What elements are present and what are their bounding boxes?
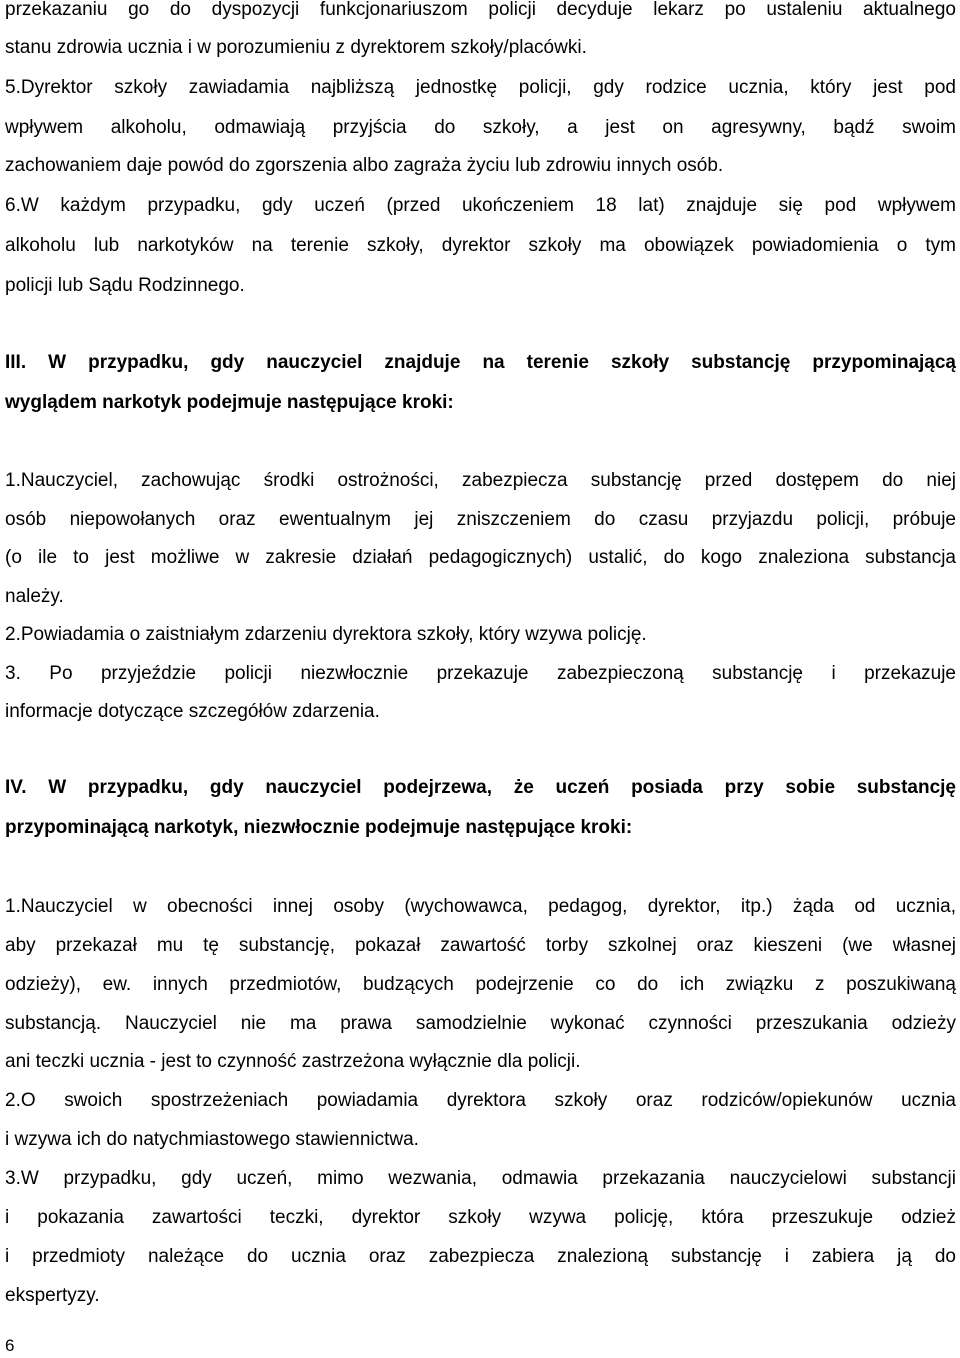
text-line: zachowaniem daje powód do zgorszenia albo zagraża życiu lub zdrowiu innych osób. <box>5 155 724 176</box>
text-line: 5.Dyrektor szkoły zawiadamia najbliższą jednostkę policji, gdy rodzice ucznia, który jest pod <box>5 77 956 98</box>
page-number: 6 <box>5 1336 15 1355</box>
text-line: 1.Nauczyciel w obecności innej osoby (wychowawca, pedagog, dyrektor, itp.) żąda od ucznia, <box>5 896 956 917</box>
text-line: 2.Powiadamia o zaistniałym zdarzeniu dyrektora szkoły, który wzywa policję. <box>5 624 647 645</box>
text-line: odzieży), ew. innych przedmiotów, budzących podejrzenie co do ich związku z poszukiwaną <box>5 974 956 995</box>
text-line: aby przekazał mu tę substancję, pokazał zawartość torby szkolnej oraz kieszeni (we własnej <box>5 935 956 956</box>
text-line: 6.W każdym przypadku, gdy uczeń (przed ukończeniem 18 lat) znajduje się pod wpływem <box>5 195 956 216</box>
text-line: 2.O swoich spostrzeżeniach powiadamia dyrektora szkoły oraz rodziców/opiekunów ucznia <box>5 1090 956 1111</box>
text-line: i pokazania zawartości teczki, dyrektor szkoły wzywa policję, która przeszukuje odzież <box>5 1207 956 1228</box>
text-line: (o ile to jest możliwe w zakresie działań pedagogicznych) ustalić, do kogo znaleziona substancja <box>5 547 956 568</box>
text-line: i wzywa ich do natychmiastowego stawiennictwa. <box>5 1129 419 1150</box>
text-line: 1.Nauczyciel, zachowując środki ostrożności, zabezpiecza substancję przed dostępem do niej <box>5 470 956 491</box>
section-heading: przypominającą narkotyk, niezwłocznie podejmuje następujące kroki: <box>5 817 633 838</box>
text-line: substancją. Nauczyciel nie ma prawa samodzielnie wykonać czynności przeszukania odzieży <box>5 1013 956 1034</box>
text-line: osób niepowołanych oraz ewentualnym jej zniszczeniem do czasu przyjazdu policji, próbuje <box>5 509 956 530</box>
text-line: policji lub Sądu Rodzinnego. <box>5 275 245 296</box>
text-line: przekazaniu go do dyspozycji funkcjonariuszom policji decyduje lekarz po ustaleniu aktualnego <box>5 0 956 20</box>
text-line: 3. Po przyjeździe policji niezwłocznie przekazuje zabezpieczoną substancję i przekazuje <box>5 663 956 684</box>
section-heading: III. W przypadku, gdy nauczyciel znajduje na terenie szkoły substancję przypominającą <box>5 352 956 373</box>
text-line: wpływem alkoholu, odmawiają przyjścia do szkoły, a jest on agresywny, bądź swoim <box>5 117 956 138</box>
text-line: informacje dotyczące szczegółów zdarzenia. <box>5 701 380 722</box>
text-line: 3.W przypadku, gdy uczeń, mimo wezwania, odmawia przekazania nauczycielowi substancji <box>5 1168 956 1189</box>
text-line: ani teczki ucznia - jest to czynność zastrzeżona wyłącznie dla policji. <box>5 1051 581 1072</box>
text-line: stanu zdrowia ucznia i w porozumieniu z dyrektorem szkoły/placówki. <box>5 37 587 58</box>
text-line: alkoholu lub narkotyków na terenie szkoły, dyrektor szkoły ma obowiązek powiadomienia o tym <box>5 235 956 256</box>
text-line: należy. <box>5 586 64 607</box>
text-line: i przedmioty należące do ucznia oraz zabezpiecza znalezioną substancję i zabiera ją do <box>5 1246 956 1267</box>
text-line: ekspertyzy. <box>5 1285 100 1306</box>
section-heading: IV. W przypadku, gdy nauczyciel podejrzewa, że uczeń posiada przy sobie substancję <box>5 777 956 798</box>
section-heading: wyglądem narkotyk podejmuje następujące kroki: <box>5 392 454 413</box>
